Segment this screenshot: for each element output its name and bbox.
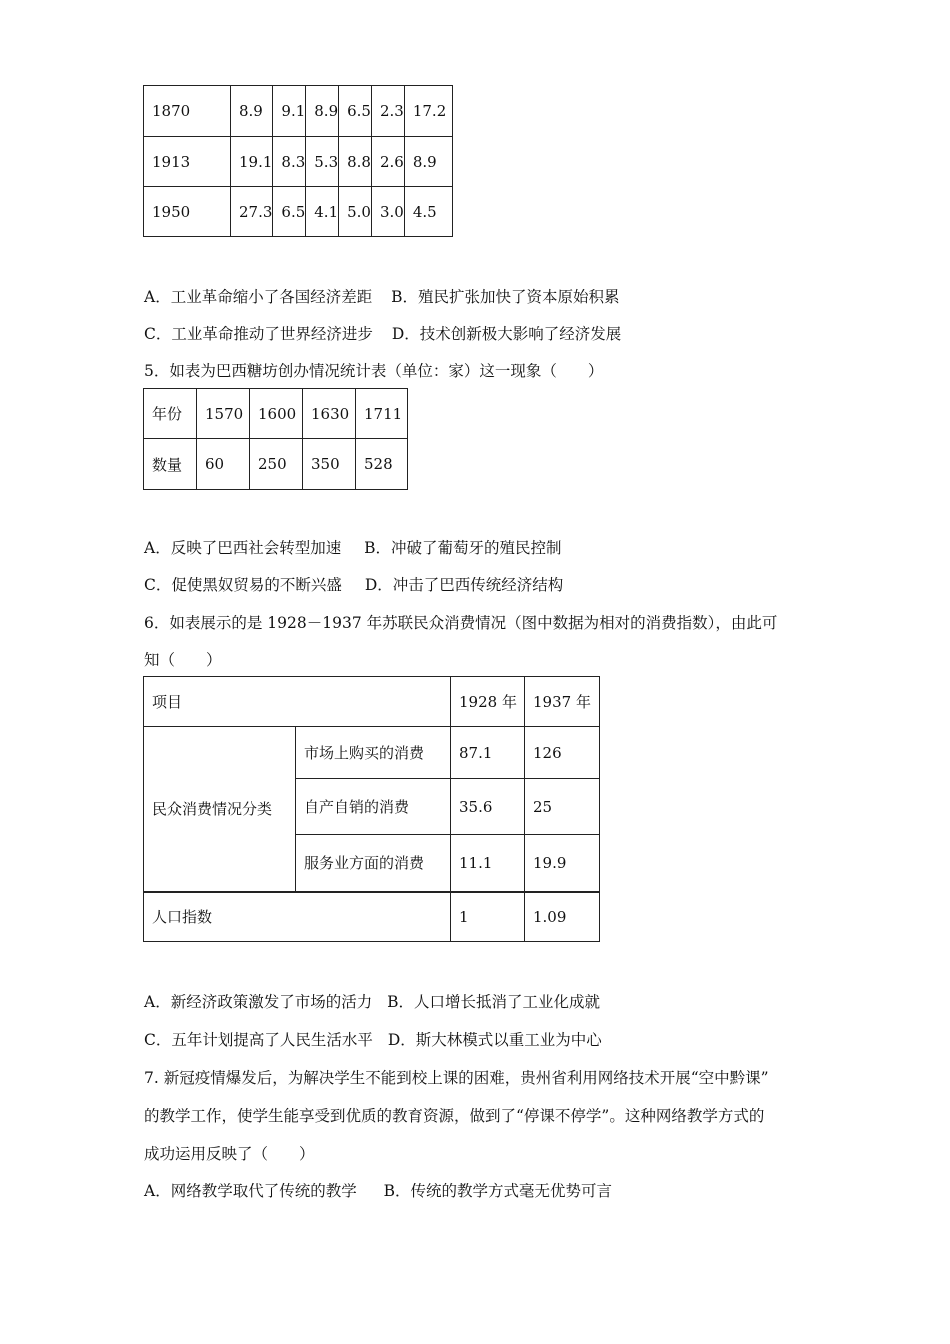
table-cell: 1950 xyxy=(144,187,231,237)
table-cell: 8.9 xyxy=(306,86,339,137)
q7-options-row-1 xyxy=(144,1179,612,1201)
option-d: D．技术创新极大影响了经济发展 xyxy=(391,325,622,343)
q7-stem-line-1: 7. 新冠疫情爆发后，为解决学生不能到校上课的困难，贵州省利用网络技术开展“空中黔课” xyxy=(144,1069,769,1087)
table-cell: 8.9 xyxy=(404,137,452,187)
table-cell: 1913 xyxy=(144,137,231,187)
sugar-mill-table xyxy=(143,388,408,490)
table-header-cell: 1937 年 xyxy=(525,677,600,727)
option-b: B．冲破了葡萄牙的殖民控制 xyxy=(364,539,562,557)
table-cell: 5.3 xyxy=(306,137,339,187)
q7-stem-line-2: 的教学工作，使学生能享受到优质的教育资源，做到了“停课不停学”。这种网络教学方式的 xyxy=(144,1107,765,1125)
option-a: A．新经济政策激发了市场的活力 xyxy=(144,993,373,1011)
table-cell: 60 xyxy=(197,439,250,490)
table-cell: 6.5 xyxy=(339,86,372,137)
table-row xyxy=(144,86,453,137)
data-table-top xyxy=(143,85,453,237)
q7-stem-line-3: 成功运用反映了（ ） xyxy=(144,1145,315,1163)
option-b: B．殖民扩张加快了资本原始积累 xyxy=(391,288,620,306)
table-cell: 市场上购买的消费 xyxy=(296,727,451,779)
table-cell: 6.5 xyxy=(273,187,306,237)
table-cell: 4.1 xyxy=(306,187,339,237)
option-d: D．冲击了巴西传统经济结构 xyxy=(364,576,564,594)
q6-stem-line-2: 知（ ） xyxy=(144,651,222,669)
table-cell: 11.1 xyxy=(451,835,525,892)
table-cell: 250 xyxy=(250,439,303,490)
table-cell: 3.0 xyxy=(371,187,404,237)
table-header-cell: 1600 xyxy=(250,389,303,439)
table-cell: 1870 xyxy=(144,86,231,137)
table-row xyxy=(144,677,600,727)
table-cell: 19.9 xyxy=(525,835,600,892)
option-c: C．五年计划提高了人民生活水平 xyxy=(144,1031,373,1049)
table-cell: 25 xyxy=(525,779,600,835)
option-a: A．网络教学取代了传统的教学 xyxy=(144,1182,357,1200)
table-cell: 5.0 xyxy=(339,187,372,237)
table-header-cell: 年份 xyxy=(144,389,197,439)
table-row xyxy=(144,439,408,490)
q5-options-row-1 xyxy=(144,536,562,558)
table-cell: 自产自销的消费 xyxy=(296,779,451,835)
table-cell: 服务业方面的消费 xyxy=(296,835,451,892)
table-cell: 528 xyxy=(356,439,408,490)
option-a: A．反映了巴西社会转型加速 xyxy=(144,539,342,557)
q4-options-row-1 xyxy=(144,285,620,307)
table-cell: 350 xyxy=(303,439,356,490)
table-header-cell: 1570 xyxy=(197,389,250,439)
table-header-cell: 1630 xyxy=(303,389,356,439)
table-cell: 数量 xyxy=(144,439,197,490)
table-cell: 1 xyxy=(451,892,525,942)
consumption-table xyxy=(143,676,600,942)
table-row xyxy=(144,389,408,439)
table-cell: 8.9 xyxy=(231,86,273,137)
q5-options-row-2 xyxy=(144,573,563,595)
table-cell: 17.2 xyxy=(404,86,452,137)
table-cell: 27.3 xyxy=(231,187,273,237)
table-row xyxy=(144,187,453,237)
table-cell: 2.3 xyxy=(371,86,404,137)
table-cell: 人口指数 xyxy=(144,892,451,942)
table-cell: 87.1 xyxy=(451,727,525,779)
table-cell: 8.3 xyxy=(273,137,306,187)
table-row xyxy=(144,727,600,779)
table-cell: 19.1 xyxy=(231,137,273,187)
table-cell: 8.8 xyxy=(339,137,372,187)
option-b: B．传统的教学方式毫无优势可言 xyxy=(383,1182,613,1200)
table-cell: 4.5 xyxy=(404,187,452,237)
q6-options-row-1 xyxy=(144,990,600,1012)
option-d: D．斯大林模式以重工业为中心 xyxy=(387,1031,602,1049)
q4-options-row-2 xyxy=(144,322,621,344)
table-cell: 1.09 xyxy=(525,892,600,942)
table-cell: 35.6 xyxy=(451,779,525,835)
option-a: A．工业革命缩小了各国经济差距 xyxy=(144,288,373,306)
table-row xyxy=(144,892,600,942)
table-cell: 9.1 xyxy=(273,86,306,137)
table-header-cell: 1928 年 xyxy=(451,677,525,727)
table-header-cell: 项目 xyxy=(144,677,451,727)
table-group-cell: 民众消费情况分类 xyxy=(144,727,296,892)
q5-stem: 5．如表为巴西糖坊创办情况统计表（单位：家）这一现象（ ） xyxy=(144,362,604,380)
option-b: B．人口增长抵消了工业化成就 xyxy=(387,993,601,1011)
table-cell: 2.6 xyxy=(371,137,404,187)
q6-options-row-2 xyxy=(144,1028,602,1050)
option-c: C．工业革命推动了世界经济进步 xyxy=(144,325,373,343)
table-cell: 126 xyxy=(525,727,600,779)
table-row xyxy=(144,137,453,187)
q6-stem-line-1: 6．如表展示的是 1928－1937 年苏联民众消费情况（图中数据为相对的消费指数），由此可 xyxy=(144,614,778,632)
option-c: C．促使黑奴贸易的不断兴盛 xyxy=(144,576,342,594)
table-header-cell: 1711 xyxy=(356,389,408,439)
